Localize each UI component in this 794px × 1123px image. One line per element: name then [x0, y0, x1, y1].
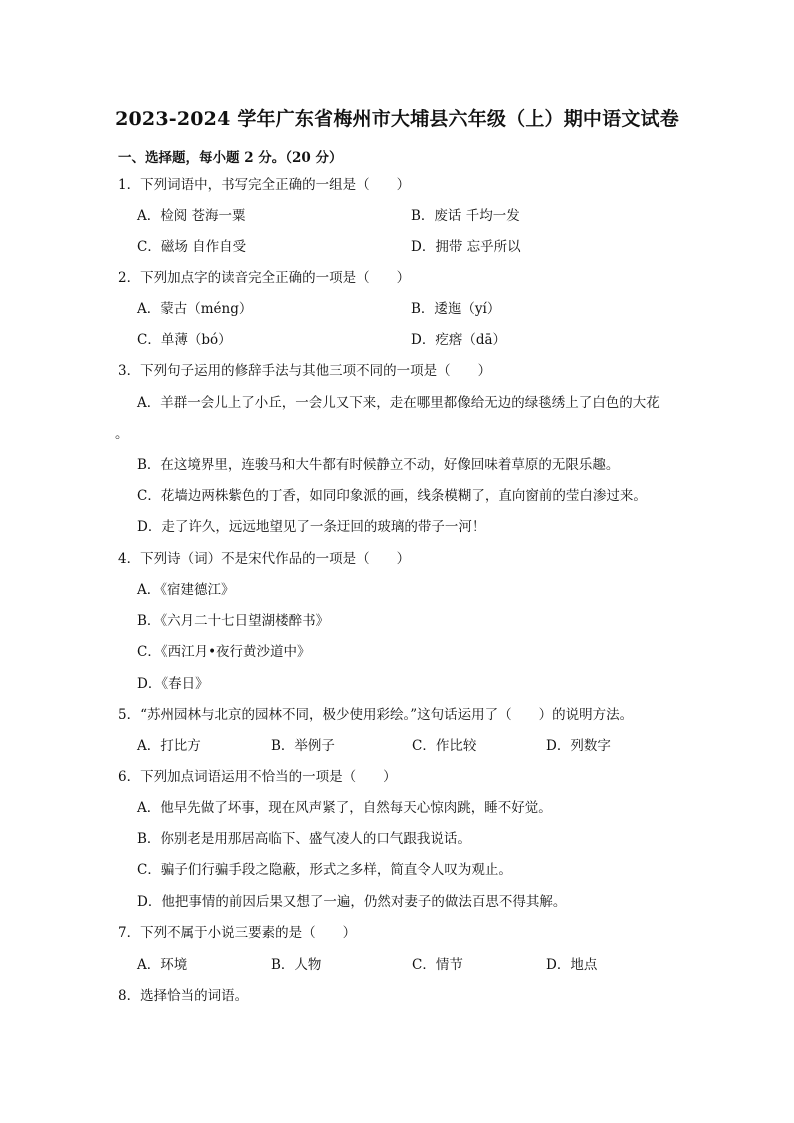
question-3-stem: 3．下列句子运用的修辞手法与其他三项不同的一项是（ ） — [118, 363, 492, 379]
question-3-option-b: B．在这境界里，连骏马和大牛都有时候静立不动，好像回味着草原的无限乐趣。 — [137, 457, 620, 473]
question-2-option-c: C．单薄（bó） — [137, 332, 232, 348]
question-4-option-b: B．《六月二十七日望湖楼醉书》 — [137, 613, 330, 629]
question-5-option-b: B．举例子 — [271, 738, 335, 754]
question-6-stem: 6．下列加点词语运用不恰当的一项是（ ） — [118, 769, 397, 785]
question-1-option-d: D．拥带 忘乎所以 — [411, 239, 521, 255]
question-4-option-d: D．《春日》 — [137, 676, 209, 692]
question-7-option-c: C．情节 — [412, 957, 463, 973]
exam-title: 2023-2024 学年广东省梅州市大埔县六年级（上）期中语文试卷 — [115, 108, 679, 130]
question-6-option-c: C．骗子们行骗手段之隐蔽，形式之多样，简直令人叹为观止。 — [137, 862, 512, 878]
question-7-stem: 7．下列不属于小说三要素的是（ ） — [118, 925, 357, 941]
section-heading: 一、选择题，每小题 2 分。（20 分） — [118, 150, 343, 166]
question-1-option-b: B．废话 千均一发 — [411, 208, 520, 224]
question-1-stem: 1．下列词语中，书写完全正确的一组是（ ） — [118, 177, 411, 193]
question-3-option-a-continued: 。 — [115, 426, 129, 442]
question-5-option-d: D．列数字 — [546, 738, 611, 754]
question-2-stem: 2．下列加点字的读音完全正确的一项是（ ） — [118, 270, 411, 286]
question-7-option-b: B．人物 — [271, 957, 322, 973]
question-3-option-c: C．花墙边两株紫色的丁香，如同印象派的画，线条模糊了，直向窗前的莹白渗过来。 — [137, 488, 647, 504]
question-6-option-a: A．他早先做了坏事，现在风声紧了，自然每天心惊肉跳，睡不好觉。 — [137, 800, 552, 816]
question-3-option-a: A．羊群一会儿上了小丘，一会儿又下来，走在哪里都像给无边的绿毯绣上了白色的大花 — [137, 395, 660, 411]
question-5-option-a: A．打比方 — [137, 738, 201, 754]
question-6-option-b: B．你别老是用那居高临下、盛气凌人的口气跟我说话。 — [137, 831, 471, 847]
question-4-option-a: A．《宿建德江》 — [137, 582, 235, 598]
question-4-option-c: C．《西江月•夜行黄沙道中》 — [137, 644, 311, 660]
question-1-option-c: C．磁场 自作自受 — [137, 239, 247, 255]
question-8-stem: 8．选择恰当的词语。 — [118, 988, 249, 1004]
question-2-option-b: B．逶迤（yí） — [411, 301, 501, 317]
question-2-option-d: D．疙瘩（dā） — [411, 332, 507, 348]
question-1-option-a: A．检阅 苍海一粟 — [137, 208, 246, 224]
question-7-option-d: D．地点 — [546, 957, 598, 973]
question-7-option-a: A．环境 — [137, 957, 188, 973]
question-6-option-d: D．他把事情的前因后果又想了一遍，仍然对妻子的做法百思不得其解。 — [137, 894, 567, 910]
question-3-option-d: D．走了许久，远远地望见了一条迂回的玻璃的带子一河！ — [137, 519, 486, 535]
question-2-option-a: A．蒙古（méng） — [137, 301, 253, 317]
question-5-option-c: C．作比较 — [412, 738, 477, 754]
question-5-stem: 5．“苏州园林与北京的园林不同，极少使用彩绘。”这句话运用了（ ）的说明方法。 — [118, 707, 634, 723]
question-4-stem: 4．下列诗（词）不是宋代作品的一项是（ ） — [118, 551, 411, 567]
